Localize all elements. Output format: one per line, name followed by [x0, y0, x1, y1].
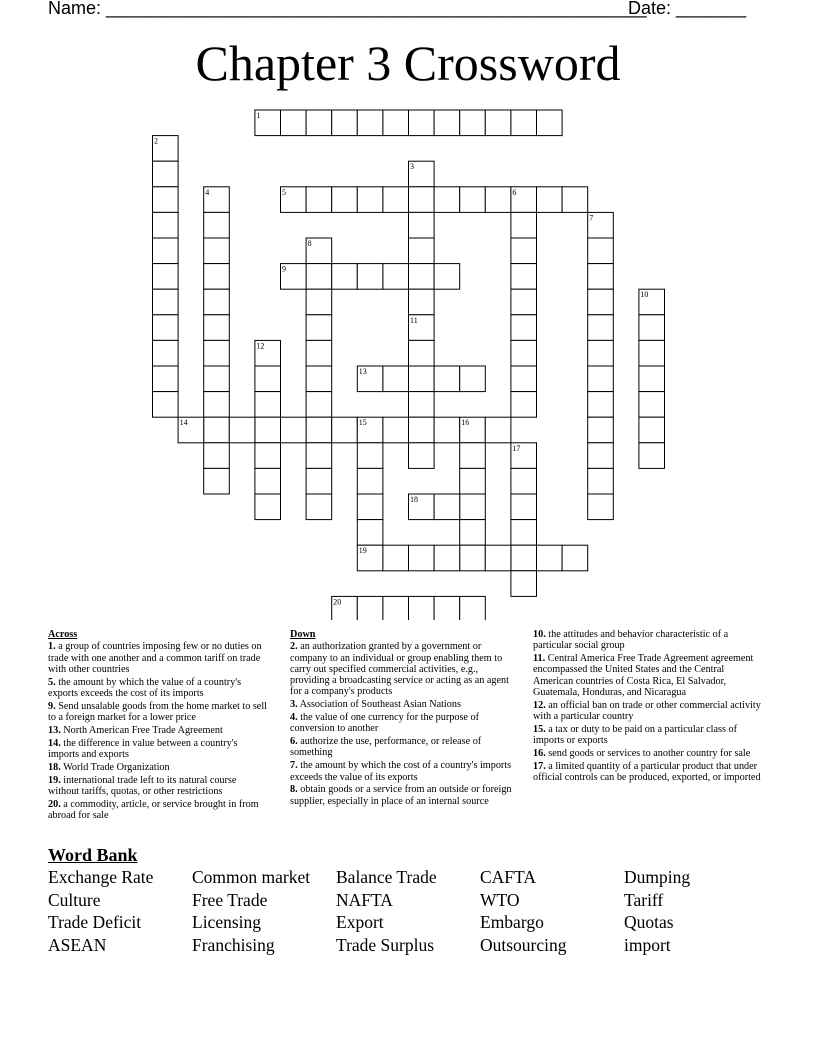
clue-text: the amount by which the value of a country's exports exceeds the cost of its imports	[48, 676, 242, 699]
clue-item	[290, 699, 518, 710]
grid-cell[interactable]	[511, 289, 537, 315]
grid-cell[interactable]	[588, 494, 614, 520]
clue-item	[290, 760, 518, 783]
clue-text: the amount by which the cost of a country's imports exceeds the value of its exports	[290, 760, 512, 783]
clue-item	[48, 641, 270, 675]
grid-cell[interactable]	[306, 392, 332, 418]
clue-text: the value of one currency for the purpose of conversion to another	[290, 712, 479, 735]
grid-cell[interactable]	[306, 417, 332, 443]
grid-cell[interactable]	[332, 417, 358, 443]
grid-cell[interactable]	[409, 596, 435, 620]
grid-cell[interactable]	[485, 110, 511, 136]
grid-cell[interactable]	[306, 110, 332, 136]
grid-cell[interactable]	[306, 289, 332, 315]
grid-cell[interactable]	[562, 545, 588, 571]
word-bank-word: Trade Surplus	[336, 934, 435, 955]
grid-cell[interactable]	[485, 545, 511, 571]
word-bank-word: Culture	[48, 889, 101, 910]
grid-cell[interactable]	[204, 340, 230, 366]
clue-item	[533, 724, 765, 747]
grid-cell[interactable]	[409, 110, 435, 136]
clue-number: 12.	[533, 699, 546, 711]
clue-number-label: 8	[307, 239, 312, 248]
clue-number: 11.	[533, 653, 546, 665]
clue-item	[48, 725, 270, 736]
grid-cell[interactable]	[485, 417, 511, 443]
grid-cell[interactable]	[588, 392, 614, 418]
grid-cell[interactable]	[588, 443, 614, 469]
clue-number: 14.	[48, 737, 61, 749]
grid-cell[interactable]	[255, 417, 281, 443]
grid-cell[interactable]	[306, 443, 332, 469]
clue-item	[533, 629, 765, 652]
grid-cell[interactable]	[383, 366, 409, 392]
grid-cell[interactable]	[562, 187, 588, 213]
grid-cell[interactable]	[332, 264, 358, 290]
grid-cell[interactable]	[588, 289, 614, 315]
grid-cell[interactable]	[537, 110, 563, 136]
grid-cell[interactable]	[153, 392, 179, 418]
word-bank	[48, 866, 768, 956]
grid-cell[interactable]	[306, 187, 332, 213]
grid-cell[interactable]	[434, 110, 460, 136]
clue-number: 1.	[48, 641, 56, 653]
clue-number-label: 3	[410, 162, 414, 172]
word-bank-word: Licensing	[192, 912, 262, 932]
grid-cell[interactable]	[460, 110, 486, 136]
grid-cell[interactable]	[409, 366, 435, 392]
word-bank-word: Free Trade	[192, 889, 268, 910]
grid-cell[interactable]	[204, 289, 230, 315]
grid-cell[interactable]	[511, 494, 537, 520]
clue-number: 15.	[533, 723, 546, 735]
name-field[interactable]: Name: ______________________________________________________	[48, 0, 647, 18]
grid-cell[interactable]	[511, 110, 537, 136]
grid-cell[interactable]	[383, 110, 409, 136]
across-clues	[48, 629, 270, 823]
grid-cell[interactable]	[434, 264, 460, 290]
clue-number-label: 5	[282, 187, 286, 197]
word-bank-word: Outsourcing	[480, 934, 567, 955]
grid-cell[interactable]	[229, 417, 255, 443]
clue-text: international trade left to its natural course without tariffs, quotas, or other restrictions	[48, 774, 237, 797]
word-bank-word: Embargo	[480, 912, 544, 932]
word-bank-word: CAFTA	[480, 867, 536, 887]
grid-cell[interactable]	[357, 596, 383, 620]
grid-cell[interactable]	[204, 366, 230, 392]
grid-cell[interactable]	[639, 366, 665, 392]
grid-cell[interactable]	[434, 187, 460, 213]
clue-number-label: 15	[358, 418, 367, 428]
clue-number: 3.	[290, 699, 298, 711]
word-bank-word: Common market	[192, 867, 311, 887]
grid-cell[interactable]	[460, 443, 486, 469]
grid-cell[interactable]	[409, 417, 435, 443]
grid-cell[interactable]	[153, 212, 179, 238]
clue-number-label: 7	[589, 213, 594, 223]
grid-cell[interactable]	[460, 366, 486, 392]
clue-item	[48, 775, 270, 798]
clue-item	[533, 748, 765, 759]
grid-cell[interactable]	[434, 596, 460, 620]
grid-cell[interactable]	[255, 494, 281, 520]
grid-cell[interactable]	[306, 340, 332, 366]
grid-cell[interactable]	[409, 264, 435, 290]
grid-cell[interactable]	[460, 596, 486, 620]
grid-cell[interactable]	[460, 545, 486, 571]
clue-number: 5.	[48, 676, 56, 688]
clue-text: an authorization granted by a government or company to an individual or group enabling them to carry out specified commercial activities, e.g., providing a broadcasting service or acting as an agent for a company's products	[290, 641, 509, 698]
clue-number-label: 2	[154, 136, 158, 146]
word-bank-row	[48, 934, 768, 957]
clue-item	[290, 736, 518, 759]
grid-cell[interactable]	[511, 392, 537, 418]
grid-cell[interactable]	[409, 443, 435, 469]
grid-cell[interactable]	[511, 238, 537, 264]
word-bank-word: Tariff	[624, 889, 664, 910]
clue-number-label: 1	[256, 111, 261, 120]
clue-text: World Trade Organization	[60, 761, 170, 773]
grid-cell[interactable]	[511, 212, 537, 238]
grid-cell[interactable]	[204, 264, 230, 290]
clue-number: 9.	[48, 700, 56, 712]
grid-cell[interactable]	[511, 520, 537, 546]
clue-text: Send unsalable goods from the home market to sell to a foreign market for a lower price	[48, 700, 267, 724]
clue-item	[48, 762, 270, 773]
grid-cell[interactable]	[409, 238, 435, 264]
grid-cell[interactable]	[383, 264, 409, 290]
grid-cell[interactable]	[204, 443, 230, 469]
grid-cell[interactable]	[434, 417, 460, 443]
grid-cell[interactable]	[281, 417, 307, 443]
grid-cell[interactable]	[511, 545, 537, 571]
word-bank-word: Balance Trade	[336, 867, 437, 887]
clue-number-label: 13	[358, 367, 367, 376]
clue-number-label: 14	[179, 418, 188, 428]
clue-number-label: 16	[461, 418, 470, 428]
grid-cell[interactable]	[511, 366, 537, 392]
clue-item	[48, 701, 270, 724]
clue-number: 2.	[290, 641, 298, 653]
word-bank-word: NAFTA	[336, 889, 393, 910]
grid-cell[interactable]	[588, 340, 614, 366]
grid-cell[interactable]	[434, 545, 460, 571]
clue-text: authorize the use, performance, or release of something	[290, 736, 482, 759]
grid-cell[interactable]	[485, 187, 511, 213]
clue-number: 16.	[533, 747, 546, 759]
grid-cell[interactable]	[588, 238, 614, 264]
grid-cell[interactable]	[357, 110, 383, 136]
grid-cell[interactable]	[332, 110, 358, 136]
grid-cell[interactable]	[357, 187, 383, 213]
grid-cell[interactable]	[357, 520, 383, 546]
grid-cell[interactable]	[153, 366, 179, 392]
grid-cell[interactable]	[383, 545, 409, 571]
word-bank-row	[48, 866, 768, 889]
word-bank-word: WTO	[480, 889, 520, 910]
clue-item	[290, 641, 518, 697]
grid-cell[interactable]	[409, 340, 435, 366]
grid-cell[interactable]	[460, 520, 486, 546]
clue-number-label: 11	[410, 315, 418, 325]
grid-cell[interactable]	[255, 392, 281, 418]
clue-text: Association of Southeast Asian Nations	[297, 699, 461, 711]
clue-text: a commodity, article, or service brought in from abroad for sale	[48, 798, 259, 821]
grid-cell[interactable]	[460, 468, 486, 494]
grid-cell[interactable]	[306, 264, 332, 290]
grid-cell[interactable]	[332, 187, 358, 213]
grid-cell[interactable]	[409, 392, 435, 418]
grid-cell[interactable]	[357, 494, 383, 520]
clue-number-label: 9	[282, 264, 286, 274]
clue-number-label: 6	[512, 187, 517, 197]
grid-cell[interactable]	[255, 443, 281, 469]
clue-text: a group of countries imposing few or no duties on trade with one another and a common tariff on trade with other countries	[48, 641, 262, 675]
grid-cell[interactable]	[153, 340, 179, 366]
clue-number: 8.	[290, 784, 298, 796]
grid-cell[interactable]	[511, 571, 537, 597]
grid-cell[interactable]	[639, 340, 665, 366]
grid-cell[interactable]	[639, 443, 665, 469]
clue-number: 13.	[48, 724, 61, 736]
clue-number-label: 17	[512, 443, 521, 453]
grid-cell[interactable]	[306, 468, 332, 494]
date-field[interactable]: Date: _______	[628, 0, 747, 18]
clue-item	[48, 799, 270, 822]
grid-cell[interactable]	[306, 315, 332, 341]
grid-cell[interactable]	[511, 468, 537, 494]
clue-text: the attitudes and behavior characteristic of a particular social group	[533, 629, 729, 652]
word-bank-row	[48, 911, 768, 934]
clue-number: 18.	[48, 761, 61, 773]
grid-cell[interactable]	[255, 366, 281, 392]
grid-cell[interactable]	[588, 468, 614, 494]
grid-cell[interactable]	[409, 212, 435, 238]
word-bank-word: Trade Deficit	[48, 912, 142, 932]
word-bank-word: import	[624, 934, 671, 955]
grid-cell[interactable]	[153, 289, 179, 315]
grid-cell[interactable]	[153, 238, 179, 264]
word-bank-word: Franchising	[192, 934, 275, 955]
word-bank-row	[48, 889, 768, 912]
clue-number-label: 20	[333, 597, 342, 607]
clue-item	[533, 761, 765, 784]
grid-cell[interactable]	[434, 494, 460, 520]
grid-cell[interactable]	[409, 289, 435, 315]
grid-cell[interactable]	[255, 468, 281, 494]
clue-number-label: 12	[256, 341, 265, 351]
grid-cell[interactable]	[460, 187, 486, 213]
grid-cell[interactable]	[281, 110, 307, 136]
down-clues-continued	[533, 629, 765, 785]
clue-text: the difference in value between a country's imports and exports	[48, 737, 238, 760]
clue-item	[290, 712, 518, 735]
grid-cell[interactable]	[204, 212, 230, 238]
grid-cell[interactable]	[204, 315, 230, 341]
grid-cell[interactable]	[588, 315, 614, 341]
grid-cell[interactable]	[409, 545, 435, 571]
word-bank-word: Quotas	[624, 912, 674, 932]
clue-number-label: 18	[410, 495, 418, 504]
clue-number: 4.	[290, 712, 298, 724]
grid-cell[interactable]	[357, 443, 383, 469]
clue-number: 17.	[533, 760, 546, 772]
word-bank-word: Exchange Rate	[48, 867, 154, 887]
clue-number-label: 19	[358, 546, 367, 556]
grid-cell[interactable]	[511, 340, 537, 366]
grid-cell[interactable]	[434, 366, 460, 392]
clue-number-label: 10	[640, 290, 649, 300]
clue-number-label: 4	[205, 187, 210, 197]
grid-cell[interactable]	[357, 468, 383, 494]
grid-cell[interactable]	[204, 392, 230, 418]
clue-item	[290, 784, 518, 807]
clue-number: 10.	[533, 629, 546, 640]
clue-text: Central America Free Trade Agreement agreement encompassed the United States and the Central American countries of Costa Rica, El Salvador, Guatemala, Honduras, and Nicaragua	[533, 653, 754, 698]
word-bank-heading: Word Bank	[48, 845, 138, 865]
grid-cell[interactable]	[153, 315, 179, 341]
word-bank-word: Dumping	[624, 867, 691, 887]
grid-cell[interactable]	[383, 596, 409, 620]
grid-cell[interactable]	[588, 264, 614, 290]
grid-cell[interactable]	[153, 264, 179, 290]
clue-text: North American Free Trade Agreement	[60, 724, 223, 736]
clue-text: a limited quantity of a particular product that under official controls can be produced, exported, or imported	[533, 760, 761, 784]
clue-text: a tax or duty to be paid on a particular class of imports or exports	[533, 723, 737, 747]
grid-cell[interactable]	[204, 238, 230, 264]
clue-number: 6.	[290, 736, 298, 748]
clue-text: obtain goods or a service from an outside or foreign supplier, especially in place of an internal source	[290, 784, 512, 807]
grid-cell[interactable]	[383, 417, 409, 443]
grid-cell[interactable]	[409, 187, 435, 213]
grid-cell[interactable]	[639, 315, 665, 341]
clue-text: send goods or services to another country for sale	[545, 747, 751, 759]
down-clues	[290, 629, 518, 808]
down-heading: Down	[290, 629, 316, 640]
clue-item	[48, 738, 270, 761]
word-bank-word: Export	[336, 912, 384, 932]
clue-number: 7.	[290, 760, 298, 772]
grid-cell[interactable]	[153, 187, 179, 213]
grid-cell[interactable]	[537, 187, 563, 213]
clue-item	[533, 653, 765, 698]
grid-cell[interactable]	[306, 366, 332, 392]
grid-cell[interactable]	[639, 392, 665, 418]
clue-text: an official ban on trade or other commercial activity with a particular country	[533, 699, 761, 723]
grid-cell[interactable]	[306, 494, 332, 520]
grid-cell[interactable]	[460, 494, 486, 520]
grid-cell[interactable]	[588, 366, 614, 392]
grid-cell[interactable]	[511, 315, 537, 341]
grid-cell[interactable]	[511, 264, 537, 290]
clue-item	[48, 677, 270, 700]
page-title: Chapter 3 Crossword	[195, 35, 621, 91]
grid-cell[interactable]	[639, 417, 665, 443]
grid-cell[interactable]	[204, 417, 230, 443]
grid-cell[interactable]	[537, 545, 563, 571]
grid-cell[interactable]	[357, 264, 383, 290]
grid-cell[interactable]	[588, 417, 614, 443]
across-heading: Across	[48, 629, 78, 640]
clue-number: 20.	[48, 798, 61, 810]
clue-item	[533, 700, 765, 723]
clue-number: 19.	[48, 774, 61, 786]
word-bank-word: ASEAN	[48, 934, 107, 955]
grid-cell[interactable]	[204, 468, 230, 494]
grid-cell[interactable]	[383, 187, 409, 213]
grid-cell[interactable]	[153, 161, 179, 187]
